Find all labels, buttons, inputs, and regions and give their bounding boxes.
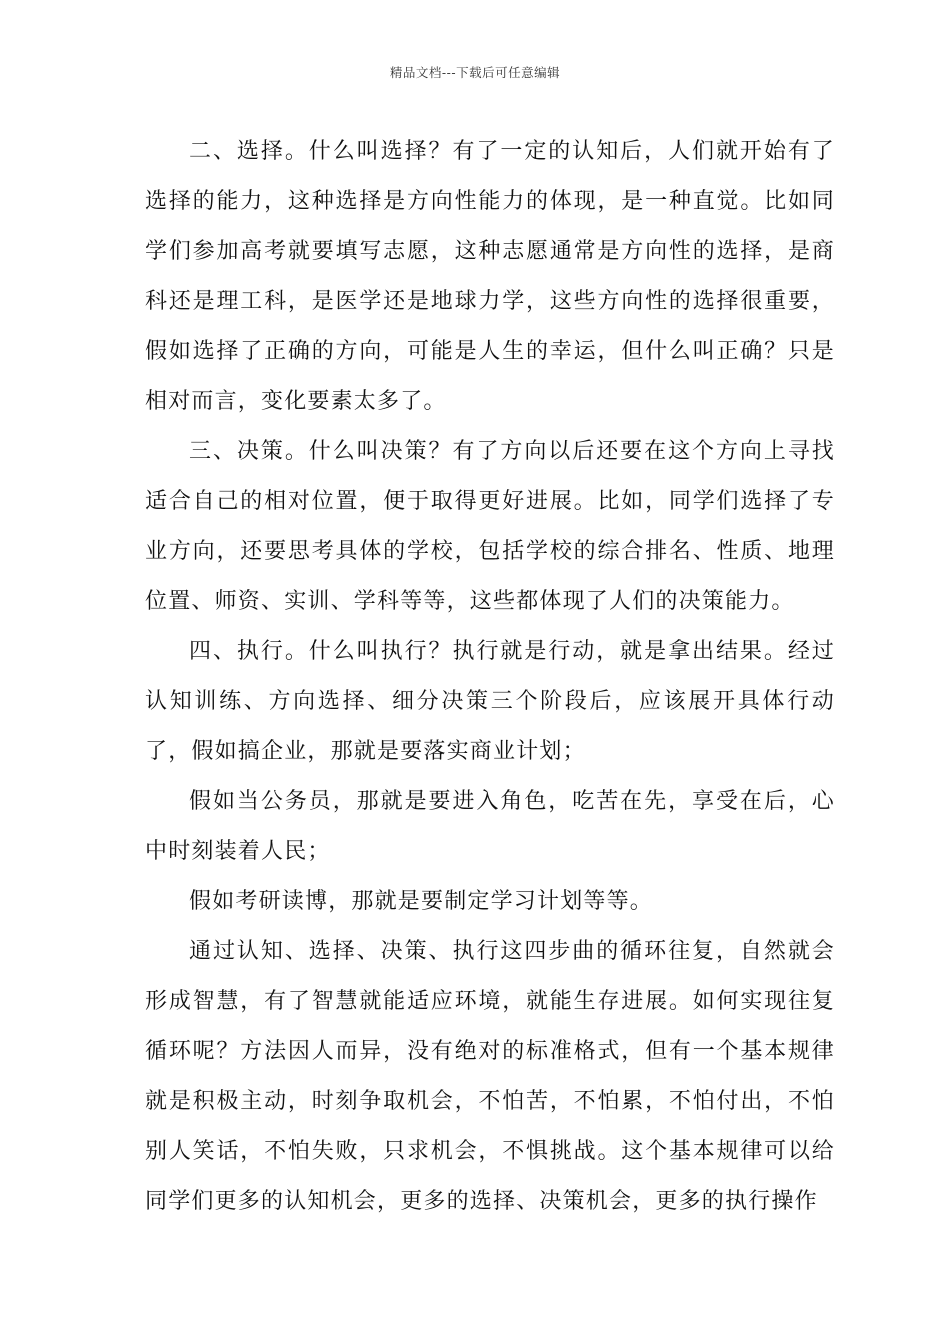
document-body	[145, 127, 835, 1227]
paragraph-cycle: 通过认知、选择、决策、执行这四步曲的循环往复，自然就会形成智慧，有了智慧就能适应环境，就能生存进展。如何实现往复循环呢？方法因人而异，没有绝对的标准格式，但有一个基本规律就是积极主动，时刻争取机会，不怕苦，不怕累，不怕付出，不怕别人笑话，不怕失败，只求机会，不惧挑战。这个基本规律可以给同学们更多的认知机会，更多的选择、决策机会，更多的执行操作	[145, 939, 835, 1214]
paragraph-choice: 二、选择。什么叫选择？有了一定的认知后，人们就开始有了选择的能力，这种选择是方向性能力的体现，是一种直觉。比如同学们参加高考就要填写志愿，这种志愿通常是方向性的选择，是商科还是理工科，是医学还是地球力学，这些方向性的选择很重要，假如选择了正确的方向，可能是人生的幸运，但什么叫正确？只是相对而言，变化要素太多了。	[145, 139, 835, 414]
paragraph-civil-servant: 假如当公务员，那就是要进入角色，吃苦在先，享受在后，心中时刻装着人民；	[145, 789, 835, 864]
page-header: 精品文档---下载后可任意编辑	[389, 65, 561, 80]
paragraph-graduate-study: 假如考研读博，那就是要制定学习计划等等。	[189, 889, 654, 914]
paragraph-execution: 四、执行。什么叫执行？执行就是行动，就是拿出结果。经过认知训练、方向选择、细分决策三个阶段后，应该展开具体行动了，假如搞企业，那就是要落实商业计划；	[145, 639, 835, 764]
paragraph-decision: 三、决策。什么叫决策？有了方向以后还要在这个方向上寻找适合自己的相对位置，便于取得更好进展。比如，同学们选择了专业方向，还要思考具体的学校，包括学校的综合排名、性质、地理位置、师资、实训、学科等等，这些都体现了人们的决策能力。	[145, 439, 835, 614]
